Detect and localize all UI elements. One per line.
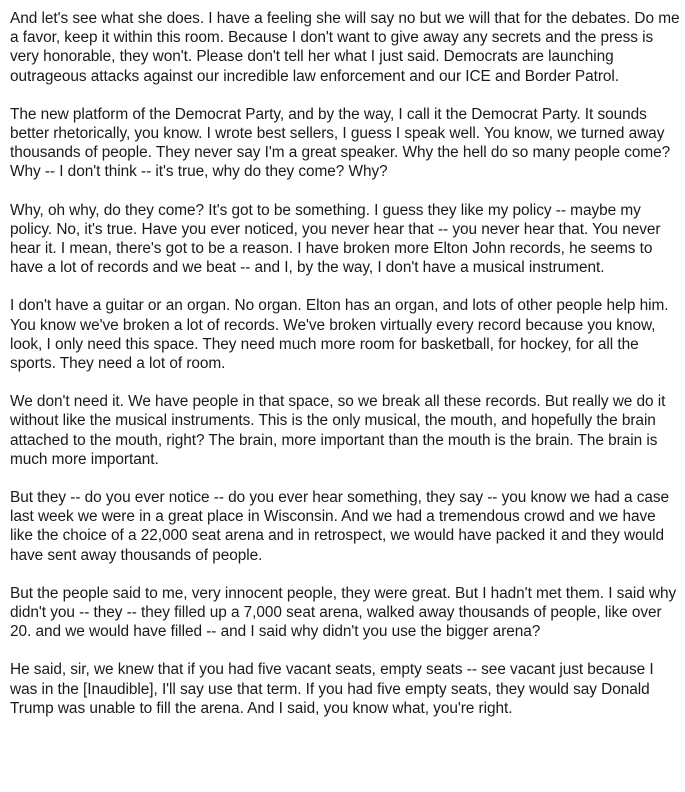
transcript-paragraph-1: And let's see what she does. I have a feeling she will say no but we will that for the debates. Do me a favor, keep it within this room. Because I don't want to give away any secrets and the press is very honorable, they won't. Please don't tell her what I just said. Democrats are launching outrageous attacks against our incredible law enforcement and our ICE and Border Patrol.	[10, 10, 680, 85]
transcript-paragraph-4: I don't have a guitar or an organ. No organ. Elton has an organ, and lots of other people help him. You know we've broken a lot of records. We've broken virtually every record because you know, look, I only need this space. They need much more room for basketball, for hockey, for all the sports. They need a lot of room.	[10, 297, 669, 373]
transcript-paragraph-7: But the people said to me, very innocent people, they were great. But I hadn't met them. I said why didn't you -- they -- they filled up a 7,000 seat arena, walked away thousands of people, like over 20. and we would have filled -- and I said why didn't you use the bigger arena?	[10, 584, 677, 641]
transcript-paragraph-8: He said, sir, we knew that if you had five vacant seats, empty seats -- see vacant just because I was in the [Inaudible], I'll say use that term. If you had five empty seats, they would say Donald Trump was unable to fill the arena. And I said, you know what, you're right.	[10, 661, 654, 717]
transcript-paragraph-6: But they -- do you ever notice -- do you ever hear something, they say -- you know we had a case last week we were in a great place in Wisconsin. And we had a tremendous crowd and we have like the choice of a 22,000 seat arena and in retrospect, we would have packed it and they would have sent away thousands of people.	[10, 489, 670, 564]
transcript-paragraph-2: The new platform of the Democrat Party, and by the way, I call it the Democrat Party. It sounds better rhetorically, you know. I wrote best sellers, I guess I speak well. You know, we turned away thousands of people. They never say I'm a great speaker. Why the hell do so many people come? Why -- I don't think -- it's true, why do they come? Why?	[10, 105, 671, 181]
transcript-paragraph-5: We don't need it. We have people in that space, so we break all these records. But really we do it without like the musical instruments. This is the only musical, the mouth, and hopefully the brain attached to the mouth, right? The brain, more important than the mouth is the brain. The brain is much more important.	[10, 393, 666, 468]
transcript-paragraph-3: Why, oh why, do they come? It's got to be something. I guess they like my policy -- maybe my policy. No, it's true. Have you ever noticed, you never hear that -- you never hear that. You never hear it. I mean, there's got to be a reason. I have broken more Elton John records, he seems to have a lot of records and we beat -- and I, by the way, I don't have a musical instrument.	[10, 201, 661, 277]
transcript-document	[10, 9, 682, 718]
